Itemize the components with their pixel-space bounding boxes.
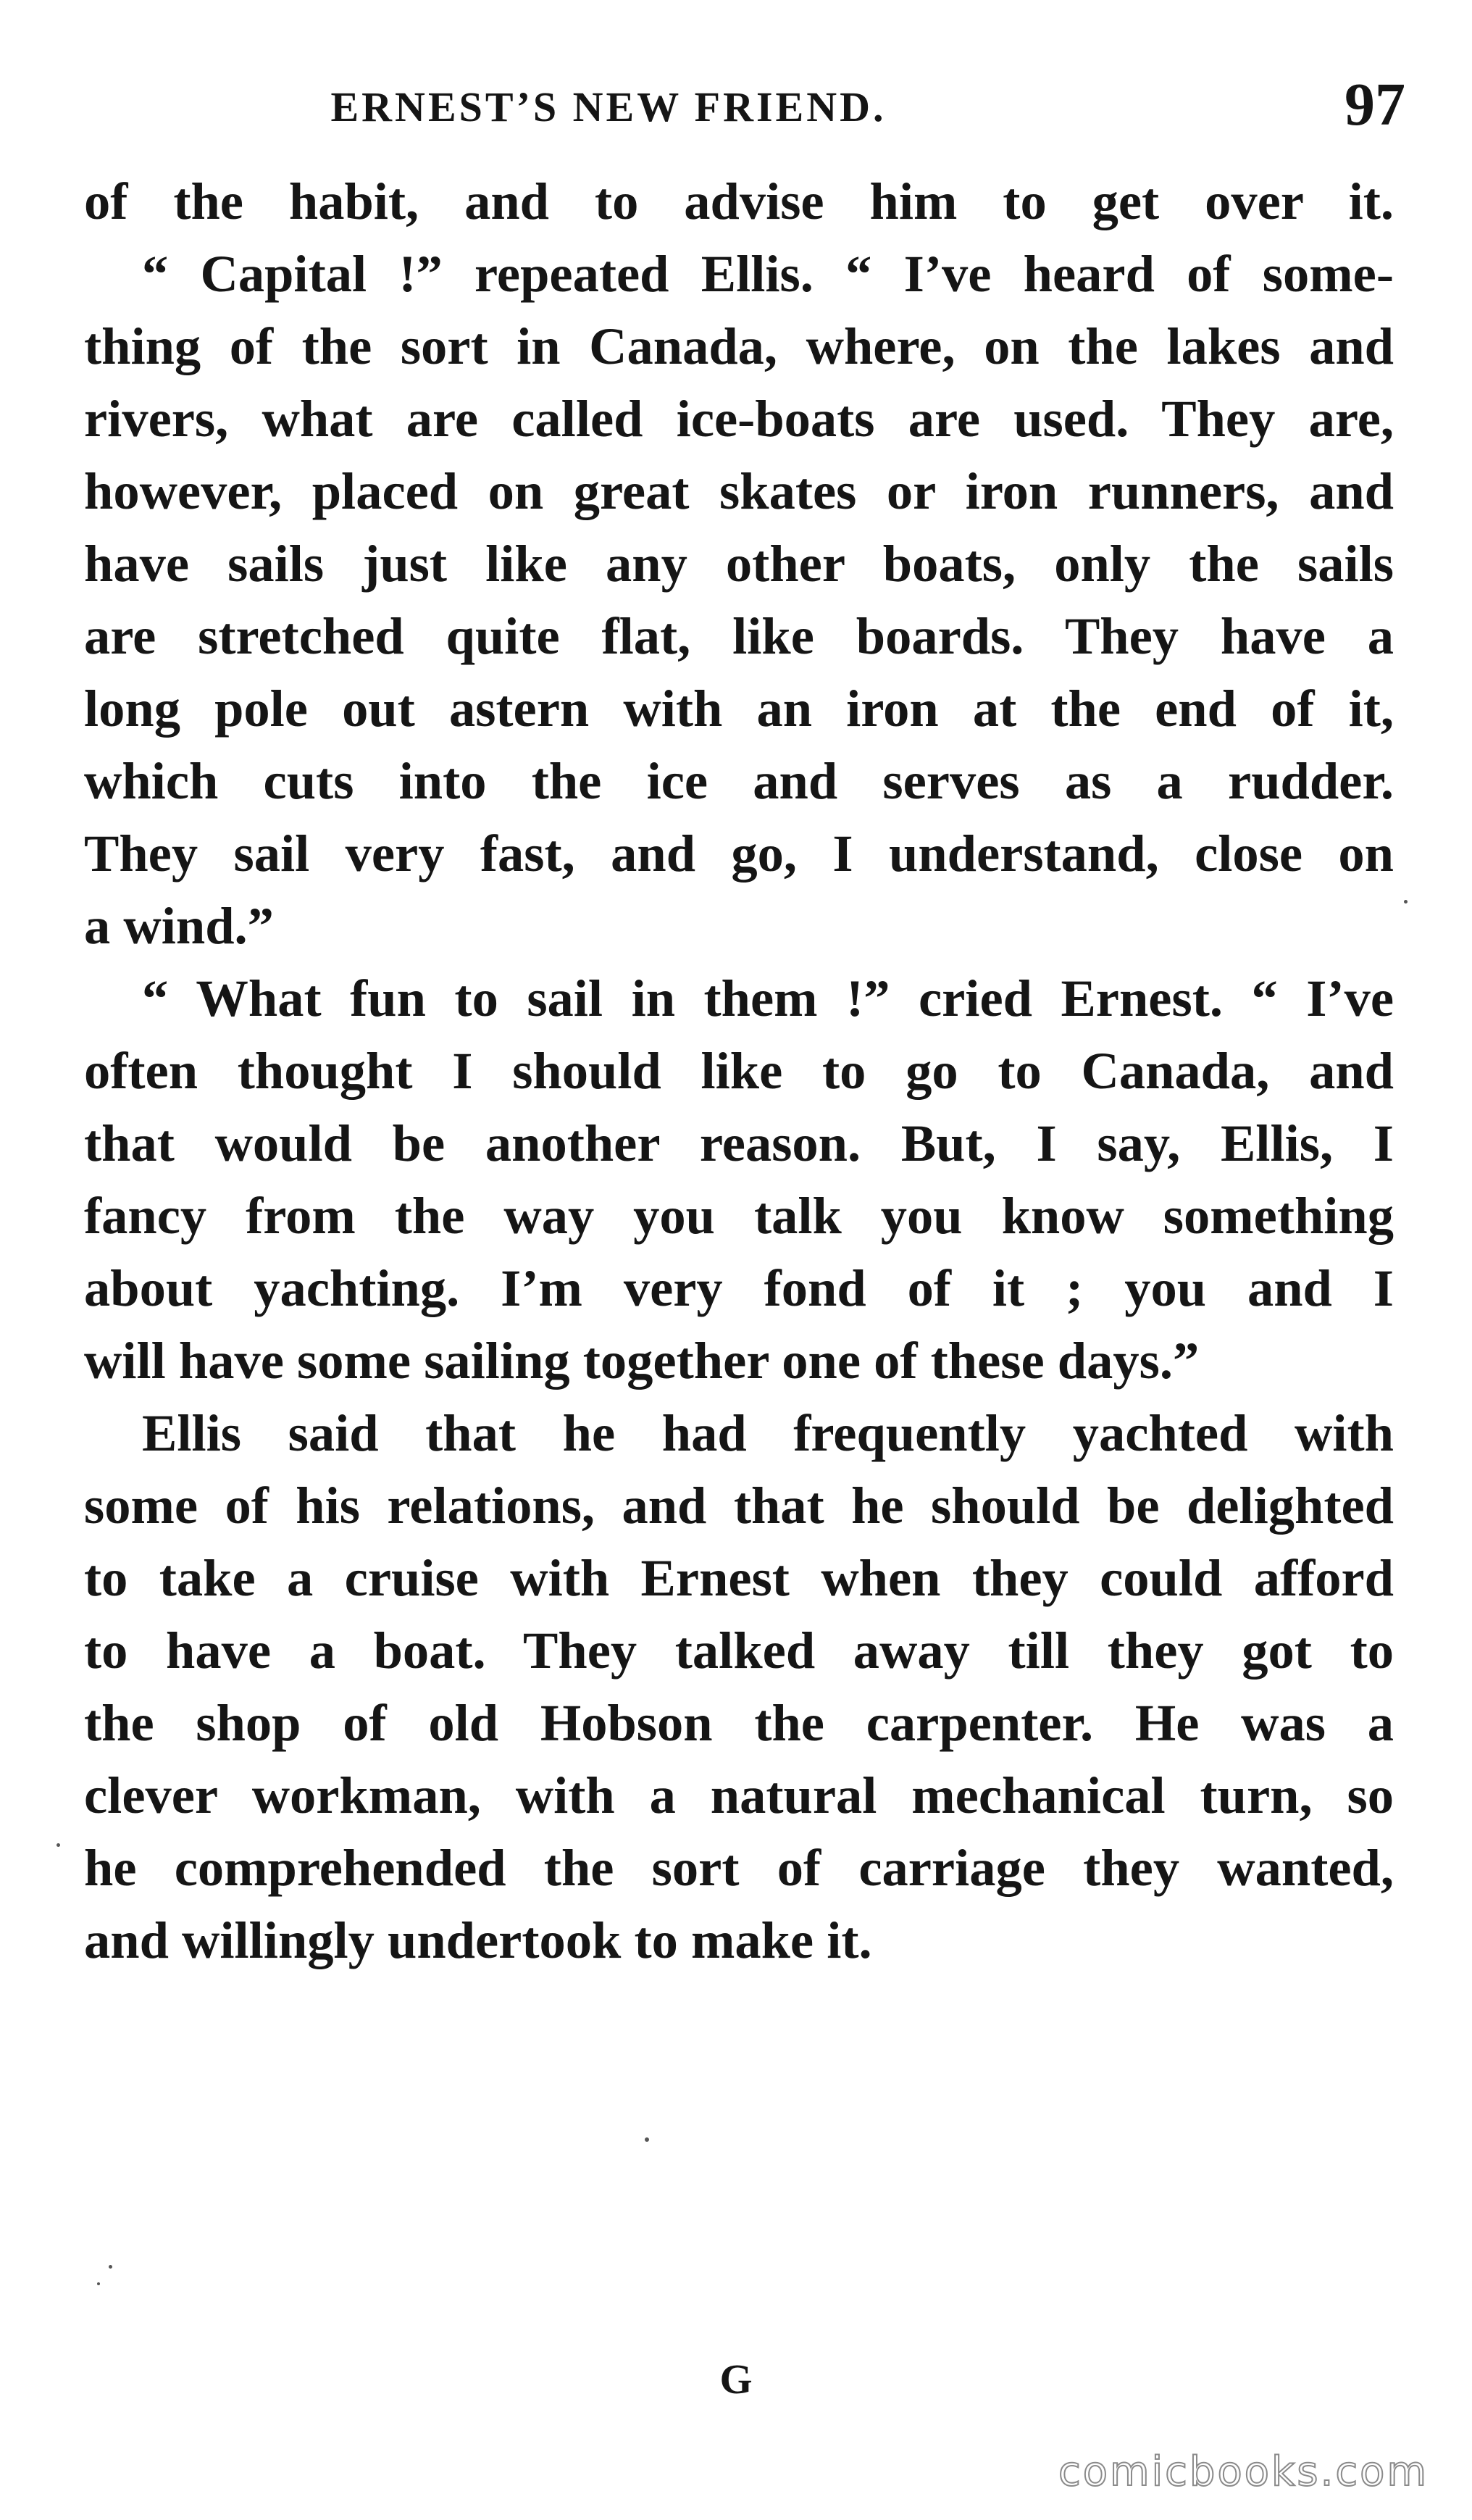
text-line: clever workman, with a natural mechanical turn, so — [84, 1766, 1394, 1824]
text-line: thing of the sort in Canada, where, on the lakes and — [84, 317, 1394, 375]
signature-mark: G — [719, 2356, 753, 2403]
text-line: will have some sailing together one of these days.” — [84, 1331, 1200, 1390]
text-line: are stretched quite flat, like boards. They have a — [84, 606, 1394, 665]
text-line: about yachting. I’m very fond of it ; you and I — [84, 1259, 1394, 1317]
text-line: have sails just like any other boats, only the sails — [84, 534, 1394, 593]
running-head — [87, 70, 1405, 142]
text-line: long pole out astern with an iron at the end of it, — [84, 679, 1394, 738]
text-line: and willingly undertook to make it. — [84, 1911, 872, 1969]
text-line: They sail very fast, and go, I understand, close on — [84, 824, 1394, 883]
text-line: to take a cruise with Ernest when they could afford — [84, 1548, 1394, 1607]
text-line: he comprehended the sort of carriage they wanted, — [84, 1838, 1394, 1897]
body-text — [84, 165, 1394, 1977]
text-line: fancy from the way you talk you know something — [84, 1186, 1394, 1245]
scan-speck — [57, 1843, 60, 1847]
text-line: that would be another reason. But, I say, Ellis, I — [84, 1114, 1394, 1172]
text-line: of the habit, and to advise him to get over it. — [84, 172, 1394, 230]
running-title: ERNEST’S NEW FRIEND. — [330, 83, 887, 130]
page-number: 97 — [1345, 71, 1405, 138]
scan-speck — [97, 2282, 100, 2285]
text-line: often thought I should like to go to Canada, and — [84, 1041, 1394, 1100]
scan-speck — [645, 2137, 649, 2142]
text-line: which cuts into the ice and serves as a rudder. — [84, 751, 1394, 810]
scan-speck — [1404, 900, 1408, 904]
text-line: a wind.” — [84, 896, 274, 955]
text-line: Ellis said that he had frequently yachted with — [142, 1403, 1394, 1462]
text-line: rivers, what are called ice-boats are used. They are, — [84, 389, 1394, 448]
scan-speck — [109, 2265, 112, 2269]
text-line: to have a boat. They talked away till they got to — [84, 1621, 1394, 1680]
text-line: the shop of old Hobson the carpenter. He was a — [84, 1693, 1394, 1752]
text-line: however, placed on great skates or iron runners, and — [84, 462, 1394, 520]
text-line: some of his relations, and that he should be delighted — [84, 1476, 1394, 1535]
text-line: “ What fun to sail in them !” cried Ernest. “ I’ve — [142, 969, 1394, 1027]
text-line: “ Capital !” repeated Ellis. “ I’ve heard of some- — [142, 244, 1394, 303]
watermark: comicbooks.com — [1058, 2448, 1429, 2495]
